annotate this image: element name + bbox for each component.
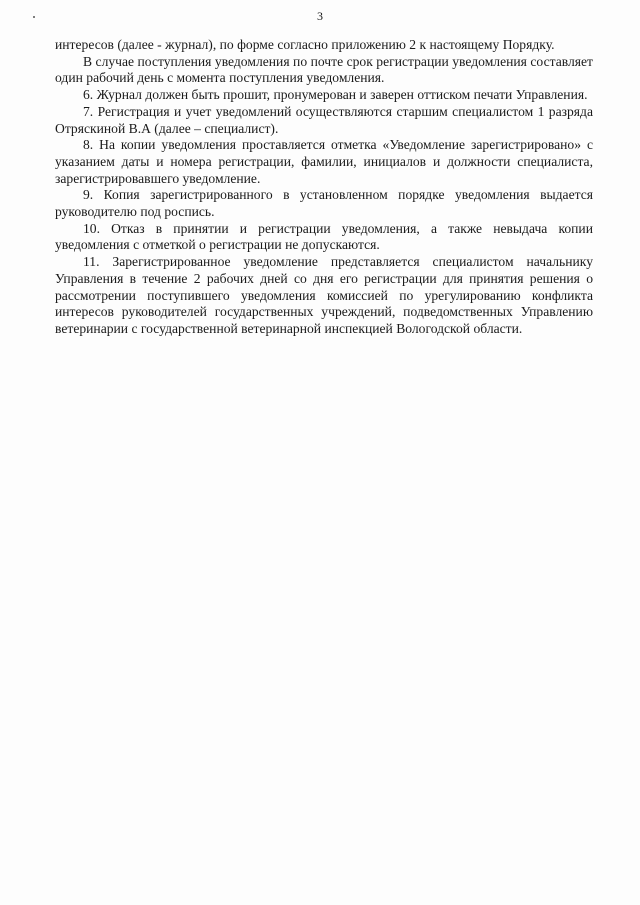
paragraph-continuation: интересов (далее - журнал), по форме согласно приложению 2 к настоящему Порядку. (55, 37, 555, 52)
paragraph-item-11: 11. Зарегистрированное уведомление представляется специалистом начальнику Управления в течение 2 рабочих дней со дня его регистрации для принятия решения о рассмотрении поступившего уведомления комиссией по урегулированию конфликта интересов руководителей государственных учреждений, подведомственных Управлению ветеринарии с государственной ветеринарной инспекцией Вологодской области. (55, 254, 593, 336)
paragraph-item-6: 6. Журнал должен быть прошит, пронумерован и заверен оттиском печати Управления. (83, 87, 588, 103)
paragraph-item-8: 8. На копии уведомления проставляется отметка «Уведомление зарегистрировано» с указанием даты и номера регистрации, фамилии, инициалов и должности специалиста, зарегистрировавшего уведомление. (55, 137, 593, 186)
paragraph-item-7: 7. Регистрация и учет уведомлений осуществляются старшим специалистом 1 разряда Отряскиной В.А (далее – специалист). (55, 103, 593, 136)
page-number: 3 (317, 9, 323, 23)
document-body (55, 37, 593, 338)
paragraph-postal-registration: В случае поступления уведомления по почте срок регистрации уведомления составляет один рабочий день с момента поступления уведомления. (55, 53, 593, 86)
paragraph-item-9: 9. Копия зарегистрированного в установленном порядке уведомления выдается руководителю под роспись. (55, 187, 593, 220)
paragraph-item-10: 10. Отказ в принятии и регистрации уведомления, а также невыдача копии уведомления с отметкой о регистрации не допускаются. (55, 220, 593, 253)
